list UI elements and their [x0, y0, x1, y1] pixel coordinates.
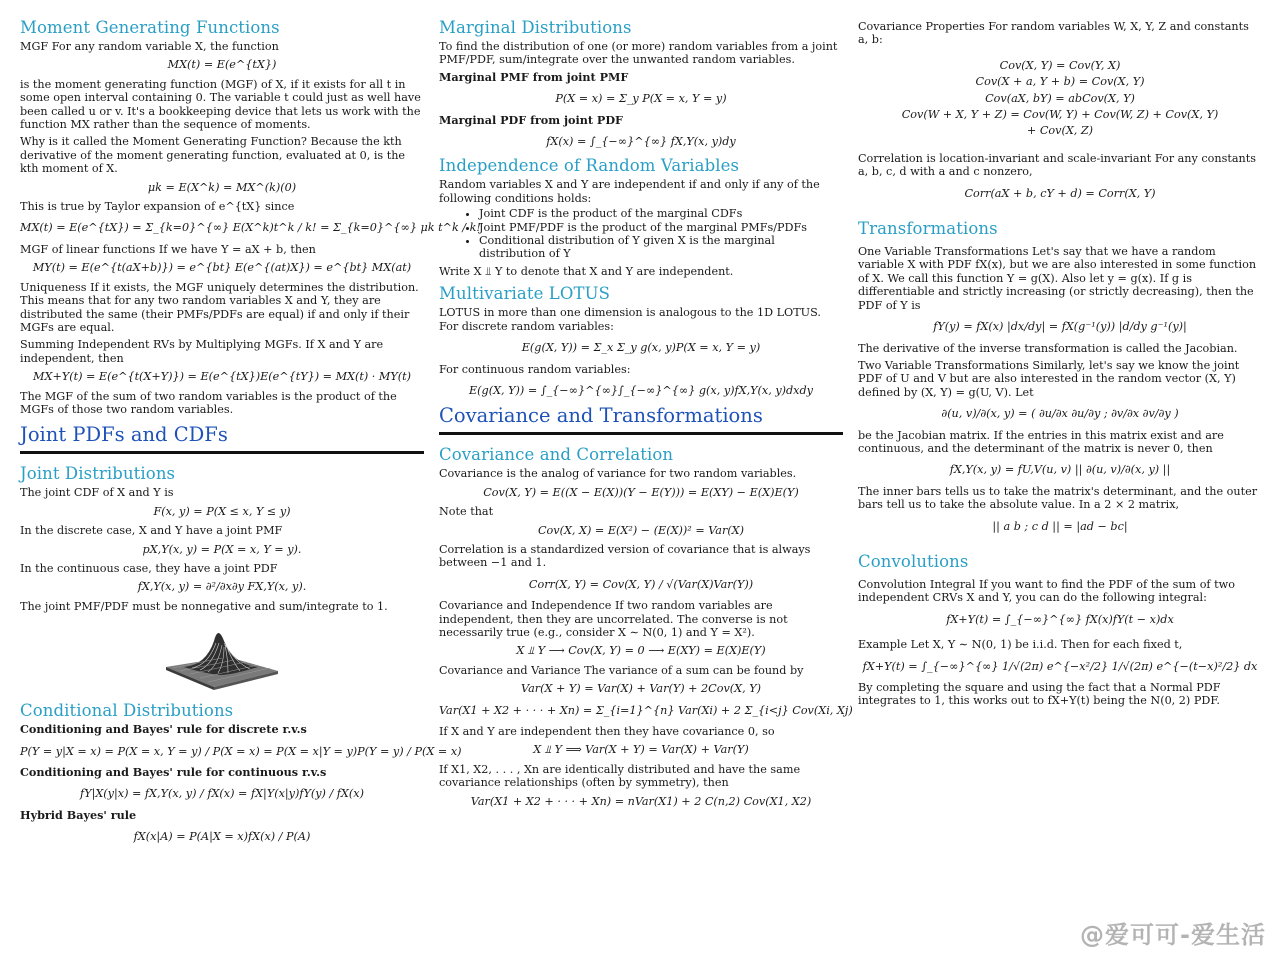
chapter-title-covariance: Covariance and Transformations — [439, 404, 763, 428]
marginal-pmf-equation: P(X = x) = Σ_y P(X = x, Y = y) — [555, 92, 727, 106]
section-title-cov-corr: Covariance and Correlation — [439, 445, 674, 465]
convolution-integral-paragraph: Convolution Integral If you want to find the PDF of the sum of two independent CRVs X and Y, you can do the following integral: — [858, 577, 1235, 605]
taylor-text: This is true by Taylor expansion of e^{tX} since — [20, 200, 295, 214]
lotus-continuous-text: For continuous random variables: — [439, 362, 631, 376]
covariance-equation: Cov(X, Y) = E((X − E(X))(Y − E(Y))) = E(XY) − E(X)E(Y) — [483, 485, 799, 499]
joint-pdf-equation: fX,Y(x, y) = ∂²/∂x∂y FX,Y(x, y). — [137, 580, 307, 594]
jacobian-matrix-equation: ∂(u, v)/∂(x, y) = ( ∂u/∂x ∂u/∂y ; ∂v/∂x ∂v/∂y ) — [941, 407, 1179, 421]
list-item: • Joint PMF/PDF is the product of the marginal PMFs/PDFs — [479, 221, 843, 234]
moment-equation: μk = E(X^k) = MX^(k)(0) — [147, 180, 297, 194]
mgf-equation: MX(t) = E(e^{tX}) — [167, 58, 277, 72]
mgf-definition: MGF For any random variable X, the function — [20, 40, 279, 53]
mgf-why-paragraph: Why is it called the Moment Generating Function? Because the kth derivative of the moment generating function, evaluated at 0, is the kth moment of X. — [20, 135, 406, 176]
cov-independence-paragraph: Covariance and Independence If two random variables are independent, then they are uncorrelated. The converse is not necessarily true (e.g., consider X ∼ N(0, 1) and Y = X²). — [439, 599, 788, 639]
determinant-equation: || a b ; c d || = |ad − bc| — [992, 519, 1128, 533]
section-title-transformations: Transformations — [858, 219, 998, 239]
marginal-pdf-equation: fX(x) = ∫_{−∞}^{∞} fX,Y(x, y)dy — [546, 135, 736, 149]
chapter-rule — [439, 432, 843, 435]
bayes-discrete-heading: Conditioning and Bayes' rule for discrete r.v.s — [20, 722, 307, 737]
note-text: Note that — [439, 505, 494, 519]
one-variable-transform-equation: fY(y) = fX(x) |dx/dy| = fX(g⁻¹(y)) |d/dy g⁻¹(y)| — [933, 320, 1187, 334]
marginal-pmf-heading: Marginal PMF from joint PMF — [439, 69, 629, 84]
lotus-intro: LOTUS in more than one dimension is analogous to the 1D LOTUS. For discrete random variables: — [439, 306, 821, 333]
sum-rv-paragraph: Summing Independent RVs by Multiplying MGFs. If X and Y are independent, then — [20, 338, 384, 365]
independence-notation: Write X ⫫ Y to denote that X and Y are independent. — [439, 264, 734, 278]
list-item: • Joint CDF is the product of the marginal CDFs — [479, 207, 843, 220]
bayes-continuous-heading: Conditioning and Bayes' rule for continuous r.v.s — [20, 765, 327, 779]
cov-property-bilinear: Cov(W + X, Y + Z) = Cov(W, Y) + Cov(W, Z) + Cov(X, Y) — [901, 108, 1219, 122]
lotus-continuous-equation: E(g(X, Y)) = ∫_{−∞}^{∞}∫_{−∞}^{∞} g(x, y)fX,Y(x, y)dxdy — [469, 383, 813, 397]
column-2 — [439, 16, 853, 814]
iid-text: If X1, X2, . . . , Xn are identically distributed and have the same covariance relationships (often by symmetry), then — [439, 762, 801, 790]
joint-pmf-text: In the discrete case, X and Y have a joint PMF — [20, 524, 283, 538]
correlation-definition: Correlation is a standardized version of covariance that is always between −1 and 1. — [439, 542, 811, 570]
sum-rv-description: The MGF of the sum of two random variables is the product of the MGFs of those two random variables. — [20, 389, 397, 416]
independent-variance-equation: X ⫫ Y ⟹ Var(X + Y) = Var(X) + Var(Y) — [533, 743, 749, 757]
chapter-rule — [20, 451, 424, 454]
lotus-discrete-equation: E(g(X, Y)) = Σ_x Σ_y g(x, y)P(X = x, Y = y) — [521, 341, 761, 355]
mgf-linear-equation: MY(t) = E(e^{t(aX+b)}) = e^{bt} E(e^{(at)X}) = e^{bt} MX(at) — [32, 261, 412, 275]
joint-density-surface-figure — [20, 621, 424, 691]
column-3 — [858, 16, 1262, 708]
cov-property-shift: Cov(X + a, Y + b) = Cov(X, Y) — [975, 75, 1145, 89]
marginal-intro: To find the distribution of one (or more) random variables from a joint PMF/PDF, sum/integrate over the unwanted random variables. — [439, 40, 838, 67]
joint-pmf-equation: pX,Y(x, y) = P(X = x, Y = y). — [142, 542, 302, 556]
section-title-lotus: Multivariate LOTUS — [439, 284, 611, 304]
taylor-equation: MX(t) = E(e^{tX}) = Σ_{k=0}^{∞} E(X^k)t^k / k! = Σ_{k=0}^{∞} μk t^k / k! — [20, 221, 481, 235]
marginal-pdf-heading: Marginal PDF from joint PDF — [439, 112, 623, 127]
weibo-watermark: @爱可可-爱生活 — [1080, 921, 1266, 949]
independence-conditions-list — [439, 207, 843, 261]
mgf-description: is the moment generating function (MGF) of X, if it exists for all t in some open interval containing 0. The variable t could just as well have been called u or v. It's a bookkeeping device that lets us work with the function MX rather than the sequence of moments. — [20, 77, 421, 132]
section-title-independence: Independence of Random Variables — [439, 156, 740, 176]
jacobian-matrix-text: be the Jacobian matrix. If the entries in this matrix exist and are continuous, and the determinant of the matrix is never 0, then — [858, 428, 1224, 455]
cov-property-symmetry: Cov(X, Y) = Cov(Y, X) — [999, 58, 1121, 72]
correlation-invariance-equation: Corr(aX + b, cY + d) = Corr(X, Y) — [964, 186, 1156, 200]
convolution-equation: fX+Y(t) = ∫_{−∞}^{∞} fX(x)fY(t − x)dx — [946, 612, 1174, 626]
section-title-joint-distributions: Joint Distributions — [20, 464, 176, 484]
two-variable-transform-paragraph: Two Variable Transformations Similarly, let's say we know the joint PDF of U and V but are also interested in the random vector (X, Y) defined by (X, Y) = g(U, V). Let — [858, 358, 1240, 399]
correlation-equation: Corr(X, Y) = Cov(X, Y) / √(Var(X)Var(Y)) — [528, 577, 754, 591]
bayes-continuous-equation: fY|X(y|x) = fX,Y(x, y) / fX(x) = fX|Y(x|y)fY(y) / fX(x) — [80, 787, 364, 801]
cov-independence-equation: X ⫫ Y ⟶ Cov(X, Y) = 0 ⟶ E(XY) = E(X)E(Y) — [516, 644, 766, 658]
independence-intro: Random variables X and Y are independent if and only if any of the following conditions holds: — [439, 178, 820, 205]
section-title-marginal: Marginal Distributions — [439, 18, 632, 37]
variance-sum-equation: Var(X + Y) = Var(X) + Var(Y) + 2Cov(X, Y) — [521, 682, 761, 696]
iid-variance-equation: Var(X1 + X2 + · · · + Xn) = nVar(X1) + 2 C(n,2) Cov(X1, X2) — [470, 794, 812, 808]
cov-self-equation: Cov(X, X) = E(X²) − (E(X))² = Var(X) — [537, 523, 745, 537]
convolution-example-paragraph: Example Let X, Y ∼ N(0, 1) be i.i.d. Then for each fixed t, — [858, 638, 1183, 652]
section-title-conditional: Conditional Distributions — [20, 701, 234, 721]
section-title-mgf: Moment Generating Functions — [20, 18, 280, 37]
chapter-title-joint: Joint PDFs and CDFs — [20, 423, 228, 447]
cov-property-bilinear-cont: + Cov(X, Z) — [1026, 124, 1094, 138]
cov-variance-paragraph: Covariance and Variance The variance of a sum can be found by — [439, 663, 804, 677]
mgf-linear-paragraph: MGF of linear functions If we have Y = aX + b, then — [20, 242, 316, 256]
convolution-example-equation: fX+Y(t) = ∫_{−∞}^{∞} 1/√(2π) e^{−x²/2} 1/√(2π) e^{−(t−x)²/2} dx — [862, 659, 1258, 673]
jacobian-text: The derivative of the inverse transformation is called the Jacobian. — [858, 341, 1238, 355]
covariance-properties-intro: Covariance Properties For random variables W, X, Y, Z and constants a, b: — [858, 20, 1249, 47]
hybrid-bayes-heading: Hybrid Bayes' rule — [20, 807, 137, 822]
joint-nonneg-text: The joint PMF/PDF must be nonnegative and sum/integrate to 1. — [20, 599, 388, 613]
cov-property-scale: Cov(aX, bY) = abCov(X, Y) — [985, 91, 1135, 105]
bivariate-normal-surface-image — [162, 621, 282, 691]
list-item: • Conditional distribution of Y given X is the marginal distribution of Y — [479, 234, 843, 261]
joint-cdf-equation: F(x, y) = P(X ≤ x, Y ≤ y) — [153, 504, 291, 518]
one-variable-transform-paragraph: One Variable Transformations Let's say that we have a random variable X with PDF fX(x), but we are also interested in some function of X. We call this function Y = g(X). Also let y = g(x). If g is differentiable and strictly increasing (or strictly decreasing), then the PDF of Y is — [858, 245, 1257, 312]
covariance-definition: Covariance is the analog of variance for two random variables. — [439, 467, 797, 481]
convolution-final-paragraph: By completing the square and using the fact that a Normal PDF integrates to 1, this works out to fX+Y(t) being the N(0, 2) PDF. — [858, 681, 1221, 708]
independent-cov-text: If X and Y are independent then they have covariance 0, so — [439, 725, 775, 738]
sum-rv-equation: MX+Y(t) = E(e^{t(X+Y)}) = E(e^{tX})E(e^{tY}) = MX(t) · MY(t) — [33, 370, 411, 384]
variance-n-sum-equation: Var(X1 + X2 + · · · + Xn) = Σ_{i=1}^{n} Var(Xi) + 2 Σ_{i<j} Cov(Xi, Xj) — [439, 703, 853, 717]
joint-pdf-text: In the continuous case, they have a joint PDF — [20, 561, 278, 575]
jacobian-density-equation: fX,Y(x, y) = fU,V(u, v) || ∂(u, v)/∂(x, y) || — [949, 463, 1171, 477]
correlation-invariance-paragraph: Correlation is location-invariant and scale-invariant For any constants a, b, c, d with a and c nonzero, — [858, 151, 1256, 179]
uniqueness-paragraph: Uniqueness If it exists, the MGF uniquely determines the distribution. This means that for any two random variables X and Y, they are distributed the same (their PMFs/PDFs are equal) if and only if their MGFs are equal. — [20, 280, 419, 334]
hybrid-bayes-equation: fX(x|A) = P(A|X = x)fX(x) / P(A) — [133, 830, 311, 844]
joint-cdf-text: The joint CDF of X and Y is — [20, 486, 174, 500]
section-title-convolutions: Convolutions — [858, 551, 969, 571]
bars-explanation: The inner bars tells us to take the matrix's determinant, and the outer bars tell us to take the absolute value. In a 2 × 2 matrix, — [858, 484, 1258, 512]
bayes-discrete-equation: P(Y = y|X = x) = P(X = x, Y = y) / P(X = x) = P(X = x|Y = y)P(Y = y) / P(X = x) — [20, 744, 462, 758]
